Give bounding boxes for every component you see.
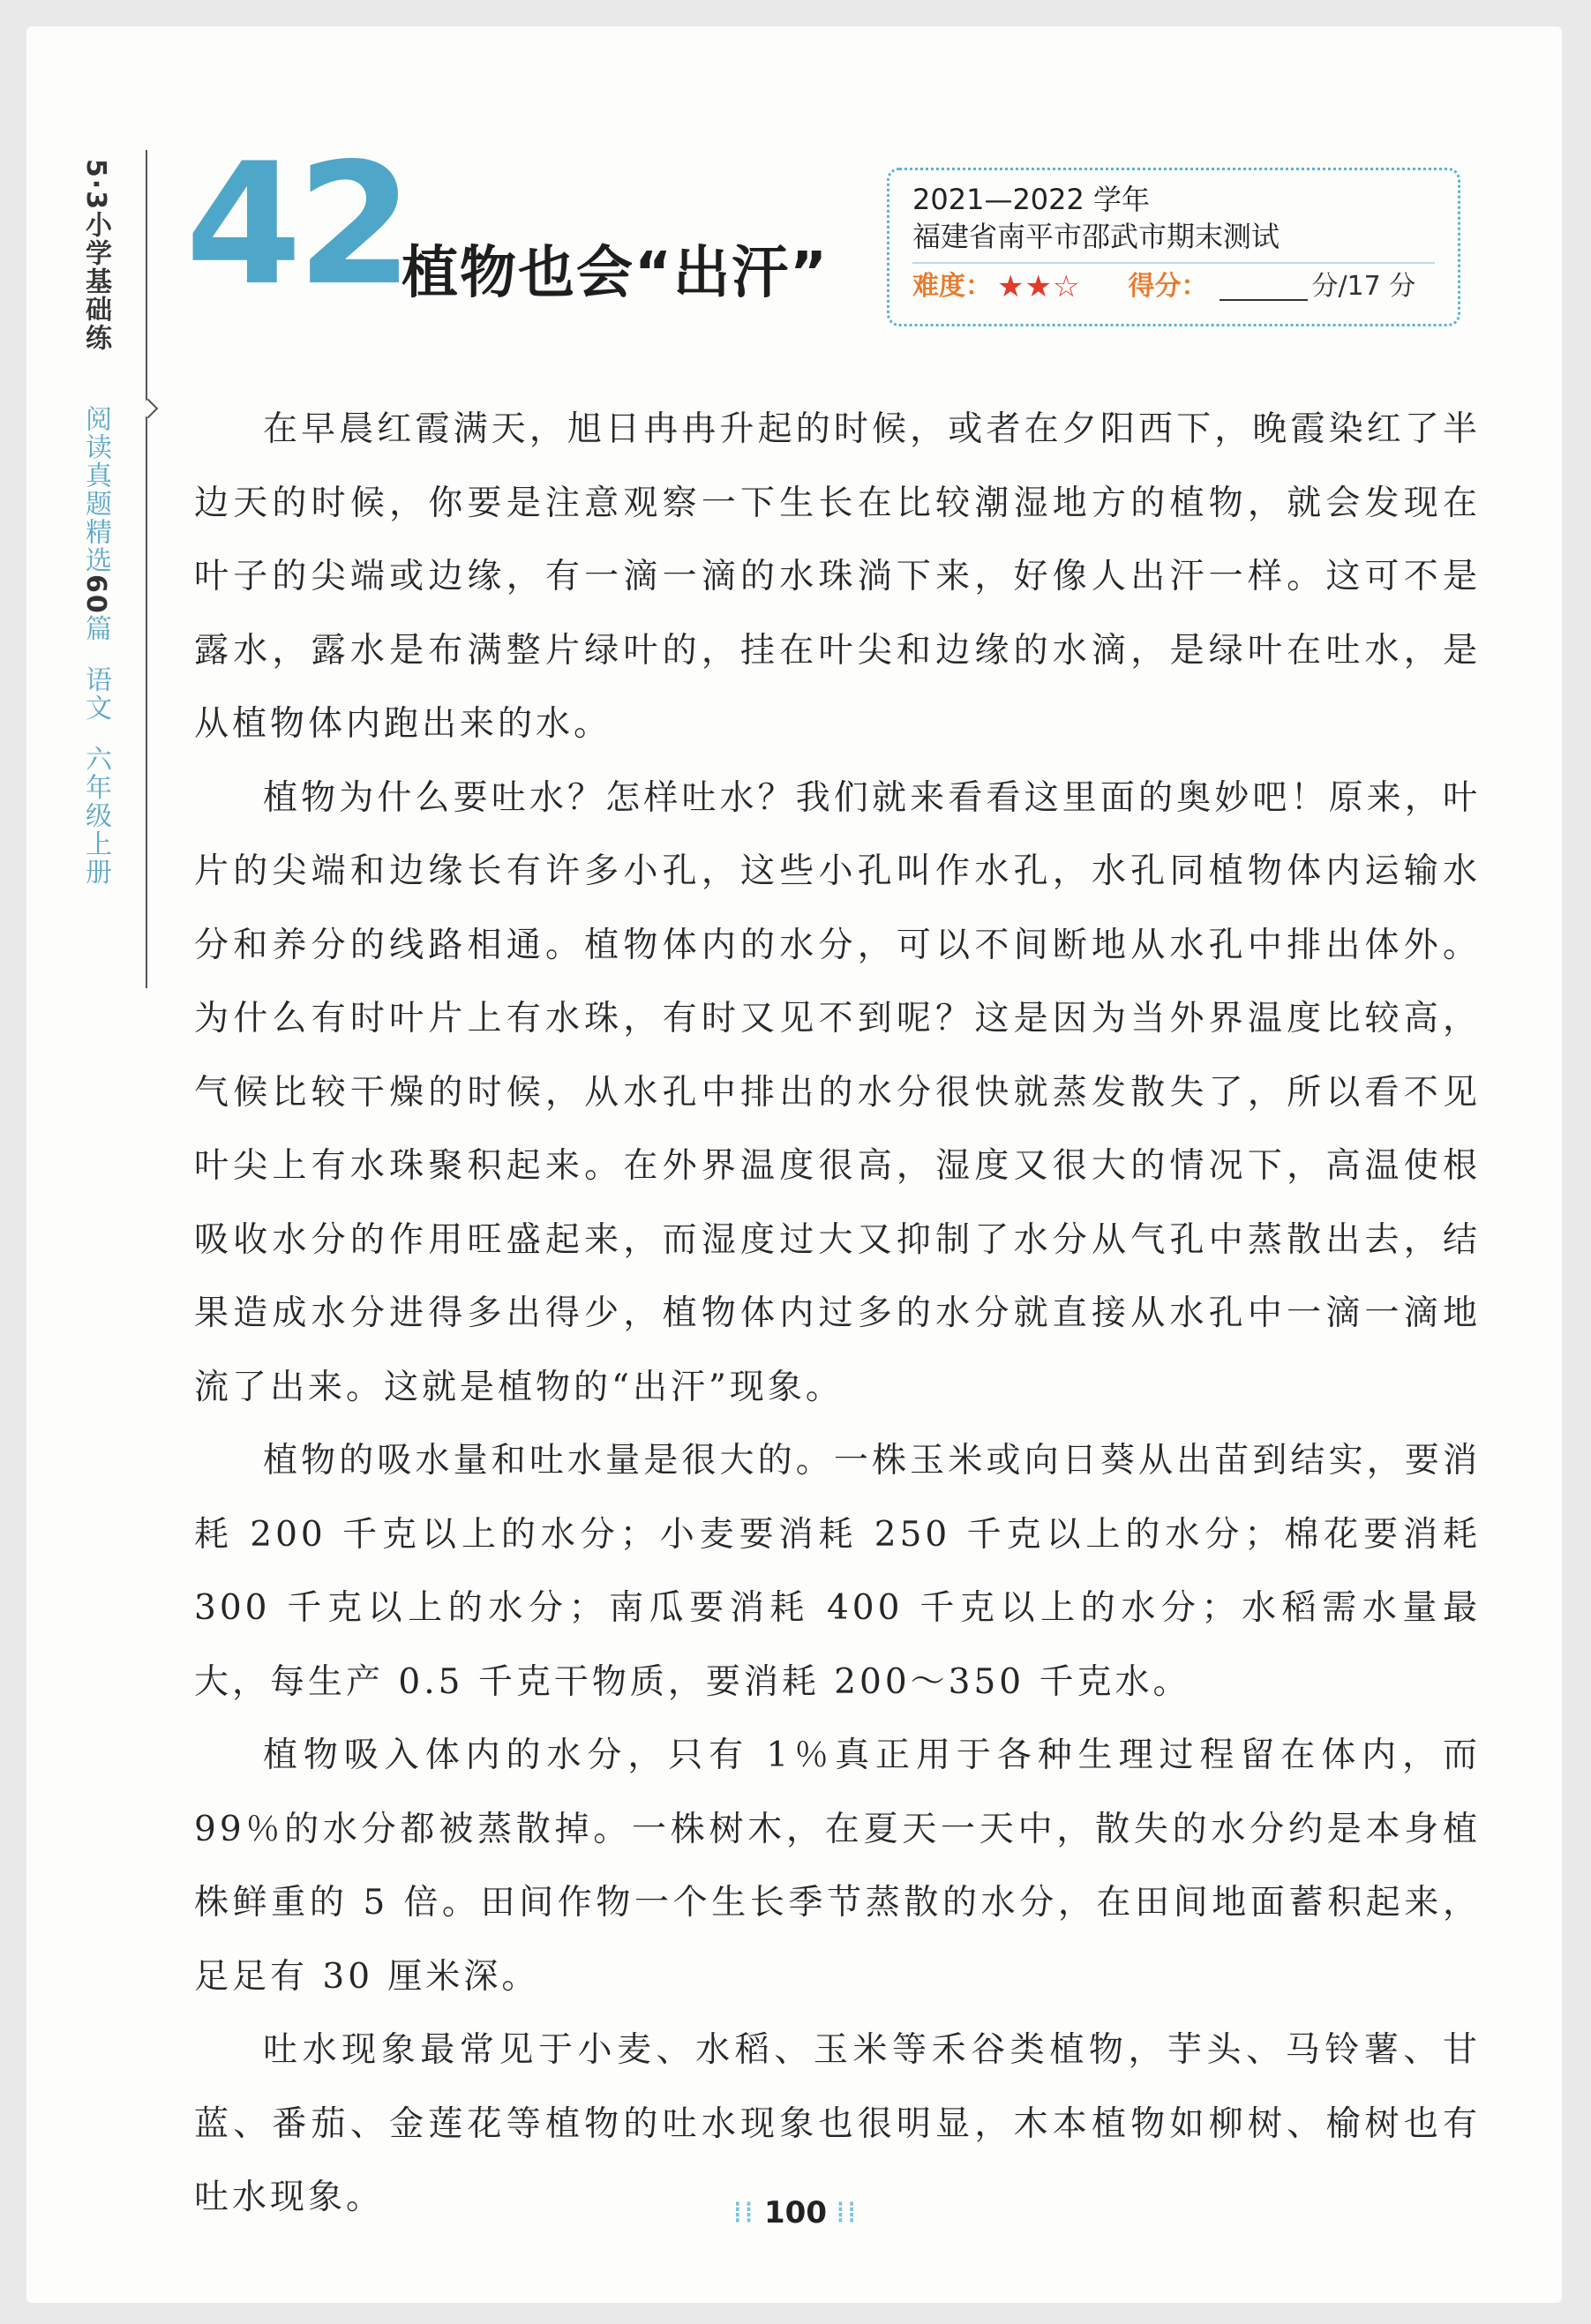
paragraph: 吐水现象最常见于小麦、水稻、玉米等禾谷类植物，芋头、马铃薯、甘蓝、番茄、金莲花等植物的吐水现象也很明显，木本植物如柳树、榆树也有吐水现象。 [194, 2030, 1481, 2217]
sidebar-series-part1: 阅读真题精选 [80, 405, 111, 575]
score-label: 得分： [1128, 271, 1208, 302]
difficulty-label: 难度： [912, 271, 992, 302]
star-filled-icon: ★ [1024, 269, 1053, 304]
paragraph: 植物的吸水量和吐水量是很大的。一株玉米或向日葵从出苗到结实，要消耗 200 千克以上的水分；小麦要消耗 250 千克以上的水分；棉花要消耗 300 千克以上的水分；南瓜要消耗 400 千克以上的水分；水稻需水量最大，每生产 0.5 千克干物质，要消耗 200～350 千克水。 [194, 1441, 1481, 1702]
paragraph: 在早晨红霞满天，旭日冉冉升起的时候，或者在夕阳西下，晚霞染红了半边天的时候，你要是注意观察一下生长在比较潮湿地方的植物，就会发现在叶子的尖端或边缘，有一滴一滴的水珠淌下来，好像人出汗一样。这可不是露水，露水是布满整片绿叶的，挂在叶尖和边缘的水滴，是绿叶在吐水，是从植物体内跑出来的水。 [194, 409, 1481, 744]
sidebar [69, 159, 122, 887]
test-source: 福建省南平市邵武市期末测试 [912, 220, 1280, 253]
sidebar-series [80, 405, 110, 887]
sidebar-brand: 5·3小学基础练 [80, 159, 111, 353]
article-body [194, 393, 1481, 2235]
lesson-title: 植物也会“出汗” [402, 241, 829, 306]
score-total: 分/17 分 [1311, 271, 1416, 302]
page-footer [0, 2195, 1591, 2230]
difficulty-score-row [912, 269, 1435, 304]
lesson-number: 42 [185, 127, 409, 322]
test-info-box [887, 168, 1460, 326]
paragraph: 植物为什么要吐水？怎样吐水？我们就来看看这里面的奥妙吧！原来，叶片的尖端和边缘长有许多小孔，这些小孔叫作水孔，水孔同植物体内运输水分和养分的线路相通。植物体内的水分，可以不间断地从水孔中排出体外。为什么有时叶片上有水珠，有时又见不到呢？这是因为当外界温度比较高，气候比较干燥的时候，从水孔中排出的水分很快就蒸发散失了，所以看不见叶尖上有水珠聚积起来。在外界温度很高，湿度又很大的情况下，高温使根吸收水分的作用旺盛起来，而湿度过大又抑制了水分从气孔中蒸散出去，结果造成水分进得多出得少，植物体内过多的水分就直接从水孔中一滴一滴地流了出来。这就是植物的“出汗”现象。 [194, 777, 1481, 1407]
sidebar-grade: 六年级上册 [80, 745, 111, 887]
footer-dots-right-icon: ⁞⁞ [835, 2195, 859, 2230]
sidebar-subject: 语文 [80, 665, 111, 723]
sidebar-series-part2: 篇 [80, 614, 111, 643]
star-empty-icon: ☆ [1052, 269, 1081, 304]
info-divider [912, 262, 1435, 264]
test-year: 2021—2022 学年 [912, 183, 1151, 216]
score-input-blank[interactable] [1220, 273, 1308, 301]
star-filled-icon: ★ [997, 269, 1025, 304]
sidebar-series-number: 60 [80, 574, 111, 615]
page-number: 100 [764, 2195, 827, 2230]
difficulty-stars [997, 269, 1080, 304]
sidebar-divider [146, 150, 147, 988]
footer-dots-left-icon: ⁞⁞ [732, 2195, 755, 2230]
paragraph: 植物吸入体内的水分，只有 1％真正用于各种生理过程留在体内，而 99％的水分都被蒸散掉。一株树木，在夏天一天中，散失的水分约是本身植株鲜重的 5 倍。田间作物一个生长季节蒸散的水分，在田间地面蓄积起来，足足有 30 厘米深。 [194, 1736, 1481, 1997]
